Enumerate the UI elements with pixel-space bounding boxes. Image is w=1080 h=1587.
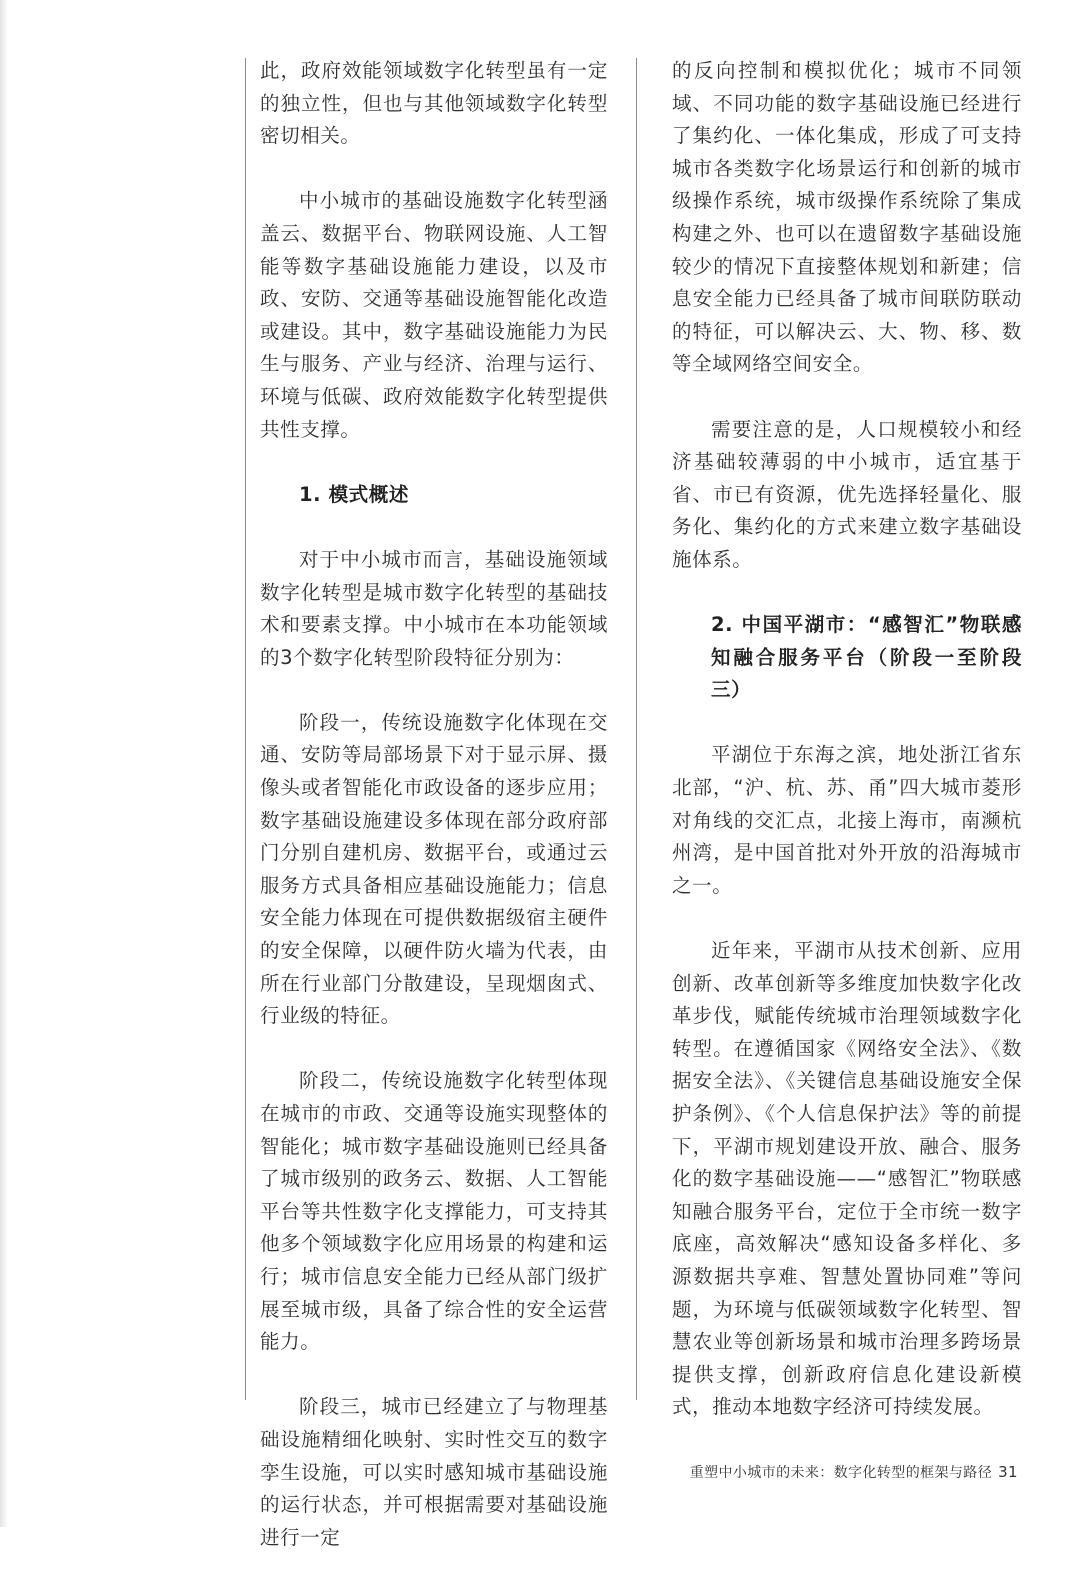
page-footer (690, 1462, 1018, 1482)
section-heading: 2. 中国平湖市：“感智汇”物联感知融合服务平台（阶段一至阶段三） (711, 613, 1022, 702)
running-title: 重塑中小城市的未来：数字化转型的框架与路径 (689, 1465, 993, 1481)
paragraph: 需要注意的是，人口规模较小和经济基础较薄弱的中小城市，适宜基于省、市已有资源，优先选择轻量化、服务化、集约化的方式来建立数字基础设施体系。 (672, 417, 1022, 571)
left-column-rule (245, 58, 246, 1400)
paragraph: 阶段一，传统设施数字化体现在交通、安防等局部场景下对于显示屏、摄像头或者智能化市政设备的逐步应用；数字基础设施建设多体现在部分政府部门分别自建机房、数据平台，或通过云服务方式具备相应基础设施能力；信息安全能力体现在可提供数据级宿主硬件的安全保障，以硬件防火墙为代表，由所在行业部门分散建设，呈现烟囱式、行业级的特征。 (260, 710, 608, 1028)
page-number: 31 (998, 1463, 1018, 1481)
left-column (260, 55, 608, 1587)
paragraph: 近年来，平湖市从技术创新、应用创新、改革创新等多维度加快数字化改革步伐，赋能传统城市治理领域数字化转型。在遵循国家《网络安全法》、《数据安全法》、《关键信息基础设施安全保护条例》、《个人信息保护法》等的前提下，平湖市规划建设开放、融合、服务化的数字基础设施——“感智汇”物联感知融合服务平台，定位于全市统一数字底座，高效解决“感知设备多样化、多源数据共享难、智慧处置协同难”等问题，为环境与低碳领域数字化转型、智慧农业等创新场景和城市治理多跨场景提供支撑，创新政府信息化建设新模式，推动本地数字经济可持续发展。 (672, 939, 1022, 1419)
page-edge-shadow (0, 0, 8, 1527)
section-heading: 1. 模式概述 (299, 482, 409, 506)
paragraph: 阶段二，传统设施数字化转型体现在城市的市政、交通等设施实现整体的智能化；城市数字基础设施则已经具备了城市级别的政务云、数据、人工智能平台等共性数字化支撑能力，可支持其他多个领域数字化应用场景的构建和运行；城市信息安全能力已经从部门级扩展至城市级，具备了综合性的安全运营能力。 (260, 1069, 608, 1354)
paragraph: 阶段三，城市已经建立了与物理基础设施精细化映射、实时性交互的数字孪生设施，可以实时感知城市基础设施的运行状态，并可根据需要对基础设施进行一定 (260, 1395, 608, 1549)
paragraph: 平湖位于东海之滨，地处浙江省东北部，“沪、杭、苏、甬”四大城市菱形对角线的交汇点，北接上海市，南濒杭州湾，是中国首批对外开放的沿海城市之一。 (672, 743, 1022, 897)
middle-column-rule (636, 58, 637, 1400)
paragraph: 对于中小城市而言，基础设施领域数字化转型是城市数字化转型的基础技术和要素支撑。中小城市在本功能领域的3个数字化转型阶段特征分别为： (260, 547, 608, 669)
paragraph: 的反向控制和模拟优化；城市不同领域、不同功能的数字基础设施已经进行了集约化、一体化集成，形成了可支持城市各类数字化场景运行和创新的城市级操作系统，城市级操作系统除了集成构建之外、也可以在遗留数字基础设施较少的情况下直接整体规划和新建；信息安全能力已经具备了城市间联防联动的特征，可以解决云、大、物、移、数等全域网络空间安全。 (672, 59, 1022, 376)
paragraph: 中小城市的基础设施数字化转型涵盖云、数据平台、物联网设施、人工智能等数字基础设施能力建设，以及市政、安防、交通等基础设施智能化改造或建设。其中，数字基础设施能力为民生与服务、产业与经济、治理与运行、环境与低碳、政府效能数字化转型提供共性支撑。 (260, 189, 608, 441)
right-column (672, 55, 1022, 1457)
paragraph: 此，政府效能领域数字化转型虽有一定的独立性，但也与其他领域数字化转型密切相关。 (260, 59, 608, 148)
